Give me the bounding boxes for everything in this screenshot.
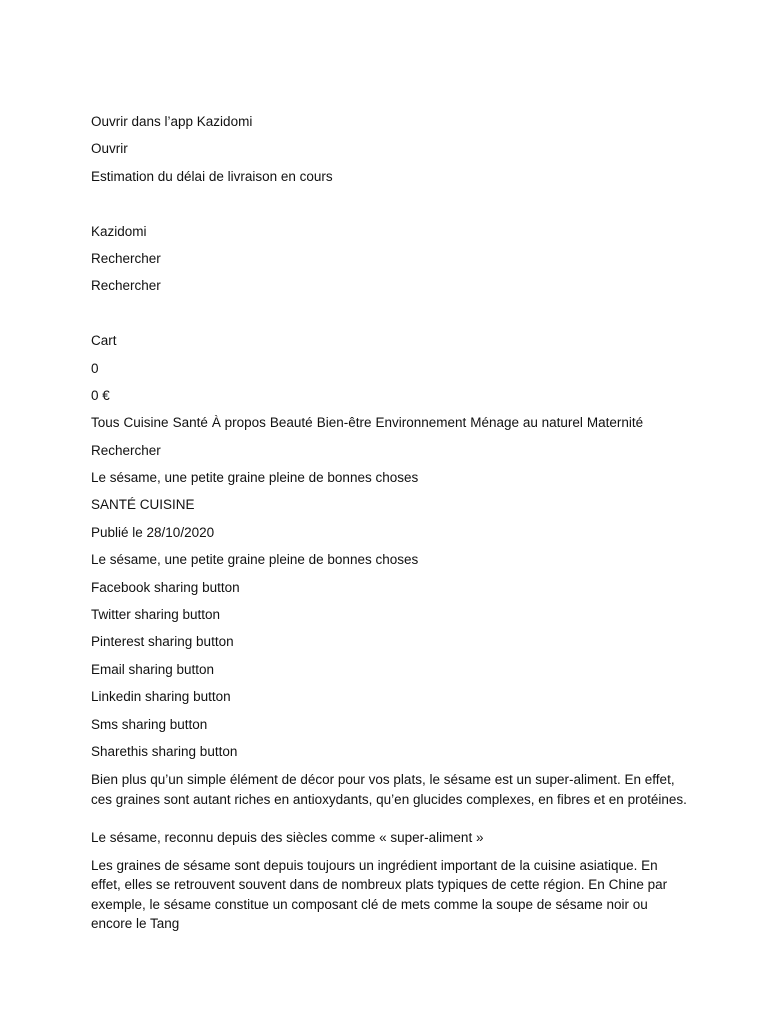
article-title: Le sésame, une petite graine pleine de bonnes choses	[91, 552, 419, 568]
site-logo[interactable]: Kazidomi	[91, 223, 147, 239]
cart-count: 0	[91, 360, 99, 376]
cart-total: 0 €	[91, 387, 110, 403]
sharethis-share-button[interactable]: Sharethis sharing button	[91, 743, 238, 759]
section-heading: Le sésame, reconnu depuis des siècles comme « super-aliment »	[91, 829, 484, 845]
sms-share-button[interactable]: Sms sharing button	[91, 716, 208, 732]
menu-item-menage-au-naturel[interactable]: Ménage au naturel	[470, 415, 583, 431]
search-label: Rechercher	[91, 250, 161, 266]
menu-item-cuisine[interactable]: Cuisine	[123, 415, 169, 431]
search-button[interactable]: Rechercher	[91, 278, 161, 294]
linkedin-share-button[interactable]: Linkedin sharing button	[91, 689, 231, 705]
publish-date: Publié le 28/10/2020	[91, 524, 215, 540]
twitter-share-button[interactable]: Twitter sharing button	[91, 607, 221, 623]
article-intro: Bien plus qu’un simple élément de décor pour vos plats, le sésame est un super-aliment. En effet, ces graines sont autant riches en antioxydants, qu’en glucides complexes, en fibres et en protéines.	[91, 772, 687, 807]
spacer	[91, 195, 691, 222]
email-share-button[interactable]: Email sharing button	[91, 661, 215, 677]
spacer	[91, 305, 691, 332]
cart-link[interactable]: Cart	[91, 333, 117, 349]
breadcrumb: Le sésame, une petite graine pleine de bonnes choses	[91, 470, 419, 486]
article-categories: SANTÉ CUISINE	[91, 497, 195, 513]
open-in-app-link[interactable]: Ouvrir dans l’app Kazidomi	[91, 114, 253, 129]
delivery-estimate-text: Estimation du délai de livraison en cours	[91, 168, 333, 184]
open-app-button[interactable]: Ouvrir	[91, 141, 128, 157]
section-body: Les graines de sésame sont depuis toujours un ingrédient important de la cuisine asiatique. En effet, elles se retrouvent souvent dans de nombreux plats typiques de cette région. En Chine par exemple, le sésame constitue un composant clé de mets comme la soupe de sésame noir ou encore le Tang	[91, 858, 668, 931]
page-content	[91, 113, 691, 933]
menu-search-button[interactable]: Rechercher	[91, 442, 161, 458]
menu-item-maternite[interactable]: Maternité	[586, 415, 644, 431]
menu-item-sante[interactable]: Santé	[172, 415, 208, 431]
facebook-share-button[interactable]: Facebook sharing button	[91, 579, 240, 595]
pinterest-share-button[interactable]: Pinterest sharing button	[91, 634, 234, 650]
menu-item-tous[interactable]: Tous	[91, 415, 120, 431]
menu-item-bien-etre[interactable]: Bien-être	[316, 415, 372, 431]
menu-item-beaute[interactable]: Beauté	[269, 415, 313, 431]
menu-item-a-propos[interactable]: À propos	[211, 415, 266, 431]
menu-item-environnement[interactable]: Environnement	[375, 415, 467, 431]
category-menu	[91, 414, 691, 441]
